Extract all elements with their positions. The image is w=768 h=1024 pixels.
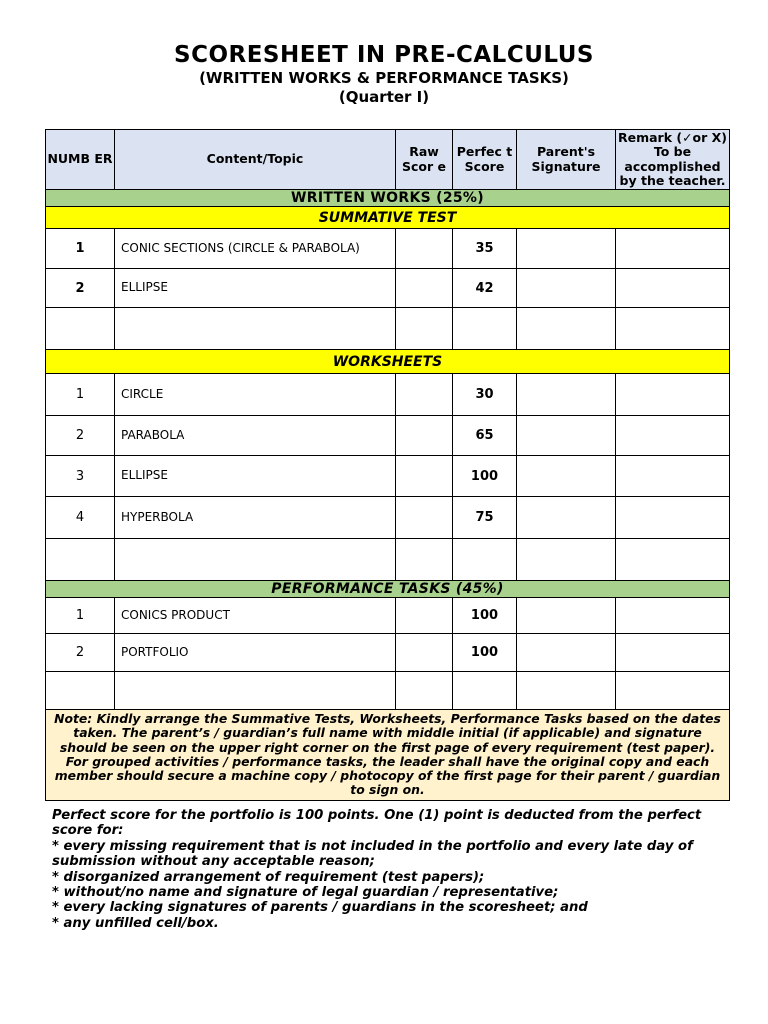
row-number: 1	[46, 229, 115, 269]
empty-cell[interactable]	[517, 672, 616, 710]
table-row	[46, 269, 730, 308]
empty-cell[interactable]	[115, 308, 396, 350]
raw-score-cell[interactable]	[396, 598, 453, 634]
raw-score-cell[interactable]	[396, 229, 453, 269]
table-row	[46, 497, 730, 539]
empty-cell[interactable]	[46, 308, 115, 350]
perfect-score-cell: 65	[453, 416, 517, 456]
portfolio-rules-intro: Perfect score for the portfolio is 100 points. One (1) point is deducted from the perfect score for:	[52, 808, 702, 839]
perfect-score-cell: 100	[453, 634, 517, 672]
header-remark	[616, 130, 730, 190]
section-worksheets	[46, 350, 730, 374]
empty-cell[interactable]	[46, 539, 115, 581]
table-row-empty	[46, 539, 730, 581]
header-number: NUMB ER	[46, 130, 115, 190]
perfect-score-cell: 35	[453, 229, 517, 269]
row-number: 2	[46, 416, 115, 456]
row-number: 2	[46, 269, 115, 308]
rule-item: * every lacking signatures of parents / guardians in the scoresheet; and	[52, 900, 588, 916]
empty-cell[interactable]	[616, 539, 730, 581]
table-row	[46, 374, 730, 416]
remark-cell[interactable]	[616, 229, 730, 269]
row-number: 3	[46, 456, 115, 497]
header-parent-signature: Parent's Signature	[517, 130, 616, 190]
perfect-score-cell: 42	[453, 269, 517, 308]
raw-score-cell[interactable]	[396, 416, 453, 456]
page-subtitle: (WRITTEN WORKS & PERFORMANCE TASKS)	[199, 69, 569, 87]
parent-signature-cell[interactable]	[517, 456, 616, 497]
section-performance-tasks-label: PERFORMANCE TASKS (45%)	[46, 581, 730, 598]
empty-cell[interactable]	[616, 308, 730, 350]
empty-cell[interactable]	[396, 672, 453, 710]
raw-score-cell[interactable]	[396, 456, 453, 497]
rule-item: * any unfilled cell/box.	[52, 915, 219, 931]
header-topic: Content/Topic	[115, 130, 396, 190]
quarter-label: (Quarter I)	[338, 88, 430, 106]
note-text: Note: Kindly arrange the Summative Tests, Worksheets, Performance Tasks based on the dates taken. The parent’s / guardian’s full name with middle initial (if applicable) and signature should be seen on the upper right corner on the first page of every requirement (test paper). For grouped activities / performance tasks, the leader shall have the original copy and each member should secure a machine copy / photocopy of the first page for their parent / guardian to sign on.	[46, 710, 730, 801]
raw-score-cell[interactable]	[396, 374, 453, 416]
section-written-works	[46, 190, 730, 207]
parent-signature-cell[interactable]	[517, 229, 616, 269]
remark-cell[interactable]	[616, 374, 730, 416]
row-topic: PARABOLA	[115, 416, 396, 456]
parent-signature-cell[interactable]	[517, 634, 616, 672]
remark-cell[interactable]	[616, 269, 730, 308]
parent-signature-cell[interactable]	[517, 374, 616, 416]
remark-cell[interactable]	[616, 497, 730, 539]
rule-item: * without/no name and signature of legal guardian / representative;	[52, 885, 559, 901]
section-summative-test-label: SUMMATIVE TEST	[46, 207, 730, 229]
note-row	[46, 710, 730, 801]
header-remark-note: To be accomplished by the teacher.	[619, 144, 726, 188]
empty-cell[interactable]	[115, 539, 396, 581]
portfolio-rules	[52, 808, 732, 931]
table-row	[46, 598, 730, 634]
row-topic: ELLIPSE	[115, 456, 396, 497]
parent-signature-cell[interactable]	[517, 598, 616, 634]
empty-cell[interactable]	[517, 539, 616, 581]
remark-cell[interactable]	[616, 634, 730, 672]
empty-cell[interactable]	[396, 539, 453, 581]
row-topic: CONIC SECTIONS (CIRCLE & PARABOLA)	[115, 229, 396, 269]
raw-score-cell[interactable]	[396, 634, 453, 672]
section-summative-test	[46, 207, 730, 229]
page-title: SCORESHEET IN PRE-CALCULUS	[174, 42, 594, 68]
section-performance-tasks	[46, 581, 730, 598]
raw-score-cell[interactable]	[396, 269, 453, 308]
empty-cell[interactable]	[453, 308, 517, 350]
table-row-empty	[46, 672, 730, 710]
perfect-score-cell: 100	[453, 456, 517, 497]
empty-cell[interactable]	[115, 672, 396, 710]
parent-signature-cell[interactable]	[517, 497, 616, 539]
raw-score-cell[interactable]	[396, 497, 453, 539]
row-number: 4	[46, 497, 115, 539]
table-row	[46, 634, 730, 672]
remark-cell[interactable]	[616, 456, 730, 497]
section-written-works-label: WRITTEN WORKS (25%)	[46, 190, 730, 207]
header-perfect-score: Perfec t Score	[453, 130, 517, 190]
empty-cell[interactable]	[517, 308, 616, 350]
row-topic: CONICS PRODUCT	[115, 598, 396, 634]
table-row	[46, 416, 730, 456]
remark-cell[interactable]	[616, 416, 730, 456]
row-topic: ELLIPSE	[115, 269, 396, 308]
row-topic: HYPERBOLA	[115, 497, 396, 539]
table-row	[46, 456, 730, 497]
score-table	[45, 129, 730, 801]
table-row	[46, 229, 730, 269]
row-topic: PORTFOLIO	[115, 634, 396, 672]
table-header-row	[46, 130, 730, 190]
perfect-score-cell: 30	[453, 374, 517, 416]
table-row-empty	[46, 308, 730, 350]
row-topic: CIRCLE	[115, 374, 396, 416]
empty-cell[interactable]	[46, 672, 115, 710]
perfect-score-cell: 75	[453, 497, 517, 539]
header-remark-title: Remark (✓or X)	[617, 129, 728, 145]
section-worksheets-label: WORKSHEETS	[46, 350, 730, 374]
empty-cell[interactable]	[453, 539, 517, 581]
perfect-score-cell: 100	[453, 598, 517, 634]
row-number: 1	[46, 598, 115, 634]
empty-cell[interactable]	[453, 672, 517, 710]
rule-item: * every missing requirement that is not included in the portfolio and every late day of submission without any acceptable reason;	[52, 838, 693, 870]
row-number: 2	[46, 634, 115, 672]
row-number: 1	[46, 374, 115, 416]
empty-cell[interactable]	[396, 308, 453, 350]
remark-cell[interactable]	[616, 598, 730, 634]
parent-signature-cell[interactable]	[517, 269, 616, 308]
header-raw-score: Raw Scor e	[396, 130, 453, 190]
parent-signature-cell[interactable]	[517, 416, 616, 456]
empty-cell[interactable]	[616, 672, 730, 710]
rule-item: * disorganized arrangement of requirement (test papers);	[52, 869, 485, 885]
